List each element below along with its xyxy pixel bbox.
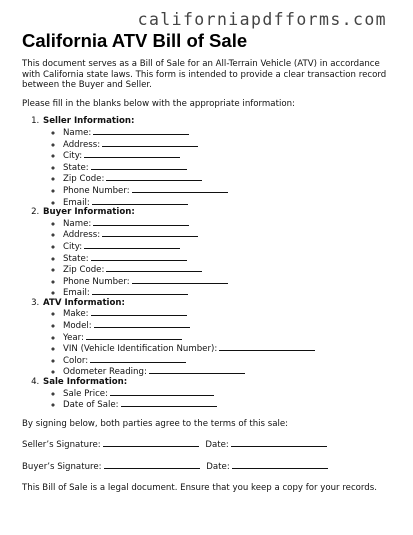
seller-signature-blank[interactable] <box>103 439 199 447</box>
seller-date-blank[interactable] <box>231 439 327 447</box>
field-label: Name: <box>63 127 92 138</box>
field-buyer-address <box>63 229 398 241</box>
intro-paragraph: This document serves as a Bill of Sale for an All-Terrain Vehicle (ATV) in accordance with California state laws. This form is intended to provide a clear transaction record between the Buyer and Seller. <box>22 59 387 91</box>
color-blank[interactable] <box>90 355 186 363</box>
field-label: Phone Number: <box>63 276 130 287</box>
field-label: City: <box>63 241 83 252</box>
buyer-date-blank[interactable] <box>232 461 328 469</box>
field-seller-phone <box>63 185 398 197</box>
email-blank[interactable] <box>92 287 188 295</box>
zip-code-blank[interactable] <box>106 264 202 272</box>
buyer-signature-row <box>22 461 398 473</box>
page-title: California ATV Bill of Sale <box>22 30 248 51</box>
address-blank[interactable] <box>102 139 198 147</box>
date-label: Date: <box>206 462 230 472</box>
field-label: Date of Sale: <box>63 400 119 411</box>
field-list <box>63 218 398 299</box>
year-blank[interactable] <box>86 332 182 340</box>
email-blank[interactable] <box>92 197 188 205</box>
instructions-paragraph: Please fill in the blanks below with the appropriate information: <box>22 98 295 109</box>
field-seller-state <box>63 162 398 174</box>
name-blank[interactable] <box>93 127 189 135</box>
address-blank[interactable] <box>102 229 198 237</box>
bill-of-sale-form <box>22 30 398 493</box>
signature-label: Seller’s Signature: <box>22 440 101 451</box>
city-blank[interactable] <box>84 241 180 249</box>
field-label: Email: <box>63 197 90 208</box>
field-list <box>63 388 398 411</box>
odometer-reading-blank[interactable] <box>149 366 245 374</box>
field-list <box>63 127 398 208</box>
model-blank[interactable] <box>94 320 190 328</box>
field-label: State: <box>63 162 89 173</box>
field-label: Zip Code: <box>63 174 105 185</box>
field-label: Year: <box>63 332 84 343</box>
legal-note: This Bill of Sale is a legal document. Ensure that you keep a copy for your records. <box>22 482 377 493</box>
field-label: Email: <box>63 288 90 299</box>
make-blank[interactable] <box>91 308 187 316</box>
form-sections <box>42 117 398 410</box>
zip-code-blank[interactable] <box>106 173 202 181</box>
city-blank[interactable] <box>84 150 180 158</box>
field-label: City: <box>63 151 83 162</box>
state-blank[interactable] <box>91 162 187 170</box>
field-label: Model: <box>63 321 92 332</box>
field-atv-color <box>63 355 398 367</box>
field-buyer-zip <box>63 264 398 276</box>
field-atv-model <box>63 320 398 332</box>
field-list <box>63 308 398 378</box>
date-of-sale-blank[interactable] <box>121 399 217 407</box>
field-label: Odometer Reading: <box>63 367 147 378</box>
field-label: Make: <box>63 309 89 320</box>
field-label: Name: <box>63 218 92 229</box>
sale-price-blank[interactable] <box>110 388 214 396</box>
field-label: VIN (Vehicle Identification Number): <box>63 344 218 355</box>
section-title: Seller Information: <box>43 116 135 127</box>
field-buyer-name <box>63 218 398 230</box>
agreement-statement: By signing below, both parties agree to the terms of this sale: <box>22 418 289 429</box>
phone-number-blank[interactable] <box>132 185 228 193</box>
field-label: Sale Price: <box>63 388 108 399</box>
field-buyer-city <box>63 241 398 253</box>
field-label: Color: <box>63 355 89 366</box>
field-seller-address <box>63 139 398 151</box>
field-label: Address: <box>63 230 101 241</box>
buyer-signature-blank[interactable] <box>104 461 200 469</box>
field-seller-name <box>63 127 398 139</box>
section-seller-information <box>42 117 398 208</box>
field-label: Address: <box>63 139 101 150</box>
field-sale-date <box>63 399 398 411</box>
signature-label: Buyer’s Signature: <box>22 462 102 472</box>
field-buyer-phone <box>63 276 398 288</box>
section-title: Buyer Information: <box>43 207 135 218</box>
field-buyer-state <box>63 253 398 265</box>
field-atv-year <box>63 332 398 344</box>
name-blank[interactable] <box>93 218 189 226</box>
seller-signature-row <box>22 439 398 451</box>
state-blank[interactable] <box>91 253 187 261</box>
section-title: ATV Information: <box>43 297 125 308</box>
section-sale-information <box>42 378 398 411</box>
phone-number-blank[interactable] <box>132 276 228 284</box>
section-buyer-information <box>42 208 398 299</box>
section-atv-information <box>42 299 398 378</box>
field-seller-city <box>63 150 398 162</box>
field-label: Phone Number: <box>63 185 130 196</box>
field-atv-vin <box>63 343 398 355</box>
site-watermark: californiapdfforms.com <box>137 10 387 29</box>
section-title: Sale Information: <box>43 377 128 388</box>
field-seller-zip <box>63 173 398 185</box>
field-label: Zip Code: <box>63 265 105 276</box>
date-label: Date: <box>205 440 229 451</box>
field-label: State: <box>63 253 89 264</box>
vin-blank[interactable] <box>219 343 315 351</box>
field-sale-price <box>63 388 398 400</box>
field-atv-make <box>63 308 398 320</box>
